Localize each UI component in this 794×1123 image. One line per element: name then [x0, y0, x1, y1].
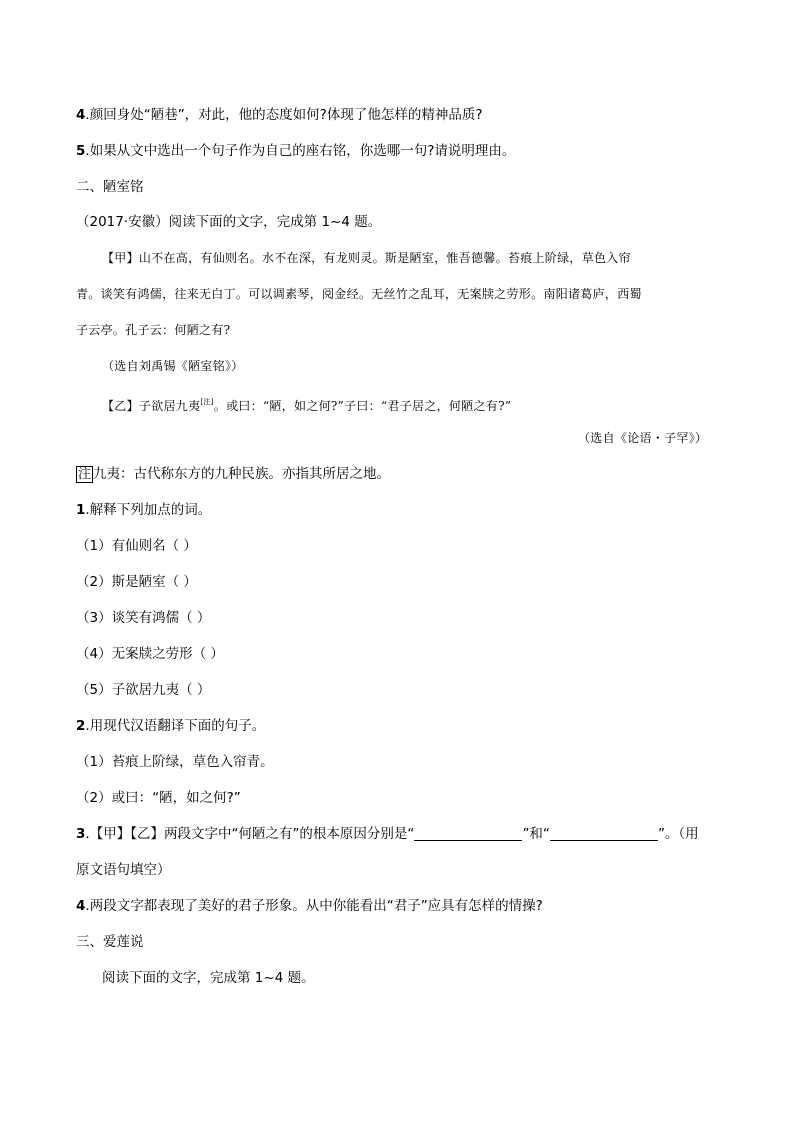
- question-number: 4: [76, 898, 86, 914]
- question-number: 4: [76, 107, 86, 123]
- translate-item-2: （2）或曰：“陋，如之何?”: [76, 790, 241, 806]
- note-text: 九夷：古代称东方的九种民族。亦指其所居之地。: [93, 466, 391, 482]
- question-5: [76, 142, 515, 160]
- passage-yi-start: 【乙】子欲居九夷: [102, 399, 201, 413]
- answer-item-1: （1）有仙则名（ ）: [76, 538, 197, 554]
- passage-jia-line-3: 子云亭。孔子云：何陋之有?: [76, 323, 231, 337]
- section-3-title: 三、爱莲说: [76, 934, 144, 950]
- question-number: 1: [76, 502, 86, 518]
- question-text: .如果从文中选出一个句子作为自己的座右铭，你选哪一句?请说明理由。: [85, 143, 516, 159]
- question-number: 5: [76, 143, 86, 159]
- question-text-part-2: ”和“: [522, 826, 550, 842]
- question-text-part-1: .【甲】【乙】两段文字中“何陋之有”的根本原因分别是“: [85, 826, 415, 842]
- note-label: 注: [78, 467, 92, 482]
- question-text-part-3: ”。（用: [657, 826, 699, 842]
- passage-yi: [102, 393, 511, 415]
- question-number: 2: [76, 718, 86, 734]
- passage-yi-source: （选自《论语・子罕》）: [578, 431, 708, 445]
- answer-blank-1[interactable]: [414, 826, 522, 841]
- passage-yi-rest: 。或曰：“陋，如之何?”子曰：“君子居之，何陋之有?”: [213, 399, 512, 413]
- answer-item-5: （5）子欲居九夷（ ）: [76, 682, 211, 698]
- question-1: [76, 501, 211, 519]
- passage-jia-line-1: 【甲】山不在高，有仙则名。水不在深，有龙则灵。斯是陋室，惟吾德馨。苔痕上阶绿，草色入帘: [102, 251, 631, 265]
- section-2-title: 二、陋室铭: [76, 179, 144, 195]
- question-text: .颜回身处“陋巷”，对此，他的态度如何?体现了他怎样的精神品质?: [85, 107, 483, 123]
- question-text: .解释下列加点的词。: [85, 502, 212, 518]
- question-2: [76, 717, 265, 735]
- answer-blank-2[interactable]: [550, 826, 658, 841]
- question-text: .用现代汉语翻译下面的句子。: [85, 718, 266, 734]
- passage-jia-line-2: 青。谈笑有鸿儒，往来无白丁。可以调素琴，阅金经。无丝竹之乱耳，无案牍之劳形。南阳诸葛庐，西蜀: [76, 287, 642, 301]
- question-3: [76, 825, 699, 843]
- answer-item-4: （4）无案牍之劳形（ ）: [76, 646, 224, 662]
- question-4-section-2: [76, 897, 543, 915]
- footnote: [76, 465, 390, 484]
- question-3-continued: 原文语句填空）: [76, 862, 171, 878]
- answer-item-2: （2）斯是陋室（ ）: [76, 574, 197, 590]
- passage-jia-source: （选自刘禹锡《陋室铭》）: [102, 359, 244, 373]
- note-reference: [注]: [200, 398, 214, 406]
- section-3-intro: 阅读下面的文字，完成第 1~4 题。: [102, 970, 315, 986]
- question-text: .两段文字都表现了美好的君子形象。从中你能看出“君子”应具有怎样的情操?: [85, 898, 543, 914]
- question-number: 3: [76, 826, 86, 842]
- translate-item-1: （1）苔痕上阶绿，草色入帘青。: [76, 754, 274, 770]
- answer-item-3: （3）谈笑有鸿儒（ ）: [76, 610, 211, 626]
- section-2-intro: （2017·安徽）阅读下面的文字，完成第 1~4 题。: [76, 214, 382, 230]
- question-4: [76, 106, 483, 124]
